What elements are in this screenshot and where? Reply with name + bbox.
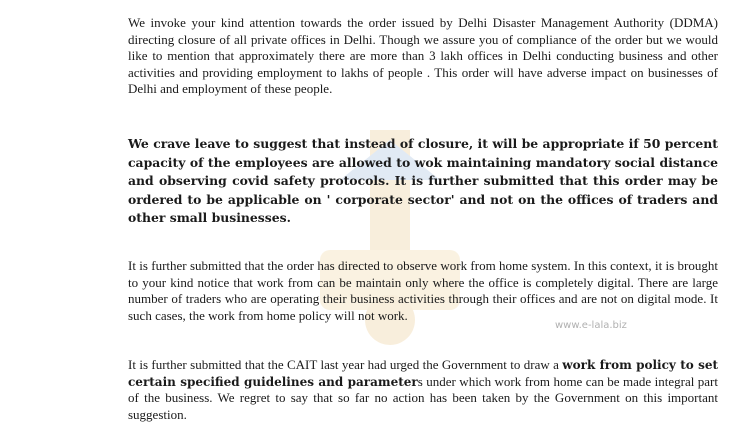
paragraph-cait-policy bbox=[128, 357, 718, 423]
paragraph-cait-text-1: It is further submitted that the CAIT last year had urged the Government to draw a bbox=[128, 357, 563, 372]
paragraph-cait-bold: work from policy to set certain specified guidelines and parameter bbox=[128, 358, 719, 389]
paragraph-ddma-order: We invoke your kind attention towards the order issued by Delhi Disaster Management Authority (DDMA) directing closure of all private offices in Delhi. Though we assure you of compliance of the order but we would like to mention that approximately there are more than 3 lakh offices in Delhi conducting business and other activities and providing employment to lakhs of people . This order will have adverse impact on businesses of Delhi and employment of these people. bbox=[128, 15, 718, 97]
paragraph-cait-text-2: s under which work from home can be made integral part of the business. We regret to say that so far no action has been taken by the Government on this important suggestion. bbox=[128, 373, 718, 422]
watermark-site-text: www.e-lala.biz bbox=[555, 320, 627, 331]
paragraph-suggestion-bold: We crave leave to suggest that instead of closure, it will be appropriate if 50 percent capacity of the employees are allowed to wok maintaining mandatory social distance and observing covid safety protocols. It is further submitted that this order may be ordered to be applicable on ' corporate sector' and not on the offices of traders and other small businesses. bbox=[128, 136, 718, 226]
paragraph-work-from-home: It is further submitted that the order has directed to observe work from home system. In this context, it is brought to your kind notice that work from can be maintain only where the office is completely digital. There are large number of traders who are operating their business activities through their offices and are not on digital mode. It such cases, the work from home policy will not work. bbox=[128, 258, 718, 323]
